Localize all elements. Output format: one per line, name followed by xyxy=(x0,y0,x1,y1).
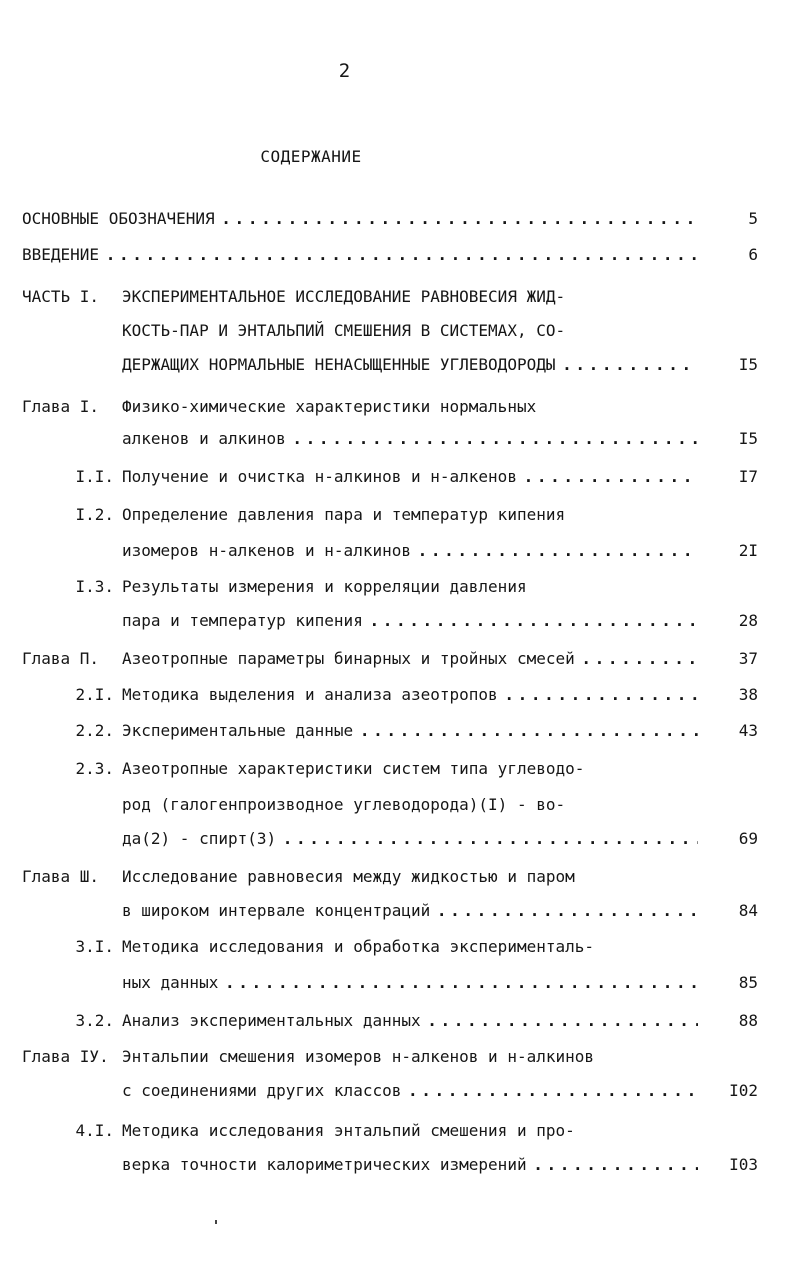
toc-entry-text: Азеотропные параметры бинарных и тройных смесей . . . xyxy=(122,646,722,672)
toc-entry-text: Определение давления пара и температур кипения xyxy=(122,505,566,524)
toc-entry xyxy=(22,1118,762,1144)
page-number: 2 xyxy=(338,60,352,82)
toc-entry-page: I02 xyxy=(698,1078,758,1104)
toc-entry-text: ДЕРЖАЩИХ НОРМАЛЬНЫЕ НЕНАСЫЩЕННЫЕ УГЛЕВОДОРОДЫ . . . xyxy=(122,352,722,378)
toc-entry-text: в широком интервале концентраций . . . xyxy=(122,898,722,924)
toc-entry xyxy=(22,1044,762,1070)
toc-entry-continuation xyxy=(22,792,762,818)
toc-entry xyxy=(22,242,762,268)
toc-entry xyxy=(22,934,762,960)
toc-entry xyxy=(22,682,762,708)
toc-entry-page: 28 xyxy=(698,608,758,634)
toc-entry-page: 6 xyxy=(698,242,758,268)
toc-entry-text: Методика исследования энтальпий смешения и про- xyxy=(122,1121,575,1140)
toc-entry-page: 85 xyxy=(698,970,758,996)
toc-entry-label: Глава П. xyxy=(22,649,100,668)
toc-entry-text: ных данных . . . xyxy=(122,970,722,996)
toc-entry-text: ВВЕДЕНИЕ . . . xyxy=(22,242,722,268)
toc-entry-continuation xyxy=(22,898,762,924)
toc-entry-text: Методика исследования и обработка эксперименталь- xyxy=(122,937,595,956)
toc-entry-label: I.I. xyxy=(75,467,114,486)
toc-entry-page: 2I xyxy=(698,538,758,564)
toc-entry-text: ОСНОВНЫЕ ОБОЗНАЧЕНИЯ . . . xyxy=(22,206,722,232)
toc-entry-text: верка точности калориметрических измерений . . . xyxy=(122,1152,722,1178)
toc-entry-label: Глава IУ. xyxy=(22,1047,109,1066)
toc-entry xyxy=(22,502,762,528)
toc-entry-continuation xyxy=(22,970,762,996)
toc-entry xyxy=(22,864,762,890)
toc-entry-continuation xyxy=(22,426,762,452)
toc-entry xyxy=(22,718,762,744)
toc-entry-continuation xyxy=(22,608,762,634)
toc-entry-page: 69 xyxy=(698,826,758,852)
toc-entry-label: ЧАСТЬ I. xyxy=(22,287,100,306)
toc-entry xyxy=(22,574,762,600)
toc-entry xyxy=(22,756,762,782)
toc-entry-continuation xyxy=(22,826,762,852)
toc-entry-text: Методика выделения и анализа азеотропов . . . xyxy=(122,682,722,708)
toc-entry-label: I.2. xyxy=(75,505,114,524)
toc-entry-text: Анализ экспериментальных данных . . . xyxy=(122,1008,722,1034)
page-title: СОДЕРЖАНИЕ xyxy=(260,147,362,166)
toc-entry-text: КОСТЬ-ПАР И ЭНТАЛЬПИЙ СМЕШЕНИЯ В СИСТЕМАХ, СО- xyxy=(122,321,566,340)
toc-entry-text: с соединениями других классов . . . xyxy=(122,1078,722,1104)
toc-entry-label: 3.2. xyxy=(75,1011,114,1030)
toc-entry-continuation xyxy=(22,1078,762,1104)
toc-entry-page: I7 xyxy=(698,464,758,490)
toc-entry-text: Физико-химические характеристики нормальных xyxy=(122,397,537,416)
toc-entry-text: Азеотропные характеристики систем типа углеводо- xyxy=(122,759,585,778)
toc-entry-label: 3.I. xyxy=(75,937,114,956)
toc-entry-continuation xyxy=(22,318,762,344)
toc-entry-text: Исследование равновесия между жидкостью и паром xyxy=(122,867,575,886)
toc-entry-label: 2.I. xyxy=(75,685,114,704)
toc-entry xyxy=(22,464,762,490)
toc-entry-text: ЭКСПЕРИМЕНТАЛЬНОЕ ИССЛЕДОВАНИЕ РАВНОВЕСИЯ ЖИД- xyxy=(122,287,566,306)
toc-entry-text: Результаты измерения и корреляции давления xyxy=(122,577,527,596)
toc-entry-text: род (галогенпроизводное углеводорода)(I) - во- xyxy=(122,795,566,814)
toc-entry-continuation xyxy=(22,352,762,378)
toc-entry-text: Энтальпии смешения изомеров н-алкенов и н-алкинов xyxy=(122,1047,595,1066)
scan-mark xyxy=(215,1220,217,1224)
toc-entry-page: 84 xyxy=(698,898,758,924)
toc-entry-page: I03 xyxy=(698,1152,758,1178)
toc-entry-page: I5 xyxy=(698,352,758,378)
toc-entry xyxy=(22,394,762,420)
toc-entry-label: Глава Ш. xyxy=(22,867,100,886)
toc-entry-text: пара и температур кипения . . . xyxy=(122,608,722,634)
toc-entry-text: Экспериментальные данные . . . xyxy=(122,718,722,744)
toc-entry-label: Глава I. xyxy=(22,397,100,416)
toc-entry xyxy=(22,1008,762,1034)
toc-entry-page: 43 xyxy=(698,718,758,744)
toc-entry-page: 5 xyxy=(698,206,758,232)
toc-entry-page: I5 xyxy=(698,426,758,452)
toc-entry-page: 88 xyxy=(698,1008,758,1034)
toc-entry-text: изомеров н-алкенов и н-алкинов . . . xyxy=(122,538,722,564)
toc-entry-text: алкенов и алкинов . . . xyxy=(122,426,722,452)
toc-entry-label: 2.2. xyxy=(75,721,114,740)
toc-entry xyxy=(22,646,762,672)
toc-entry xyxy=(22,284,762,310)
toc-entry xyxy=(22,206,762,232)
toc-entry-continuation xyxy=(22,538,762,564)
toc-entry-label: 2.3. xyxy=(75,759,114,778)
toc-entry-label: I.3. xyxy=(75,577,114,596)
toc-entry-label: 4.I. xyxy=(75,1121,114,1140)
toc-entry-text: да(2) - спирт(3) . . . xyxy=(122,826,722,852)
toc-entry-page: 37 xyxy=(698,646,758,672)
toc-entry-text: Получение и очистка н-алкинов и н-алкенов . . . xyxy=(122,464,722,490)
toc-entry-continuation xyxy=(22,1152,762,1178)
toc-entry-page: 38 xyxy=(698,682,758,708)
